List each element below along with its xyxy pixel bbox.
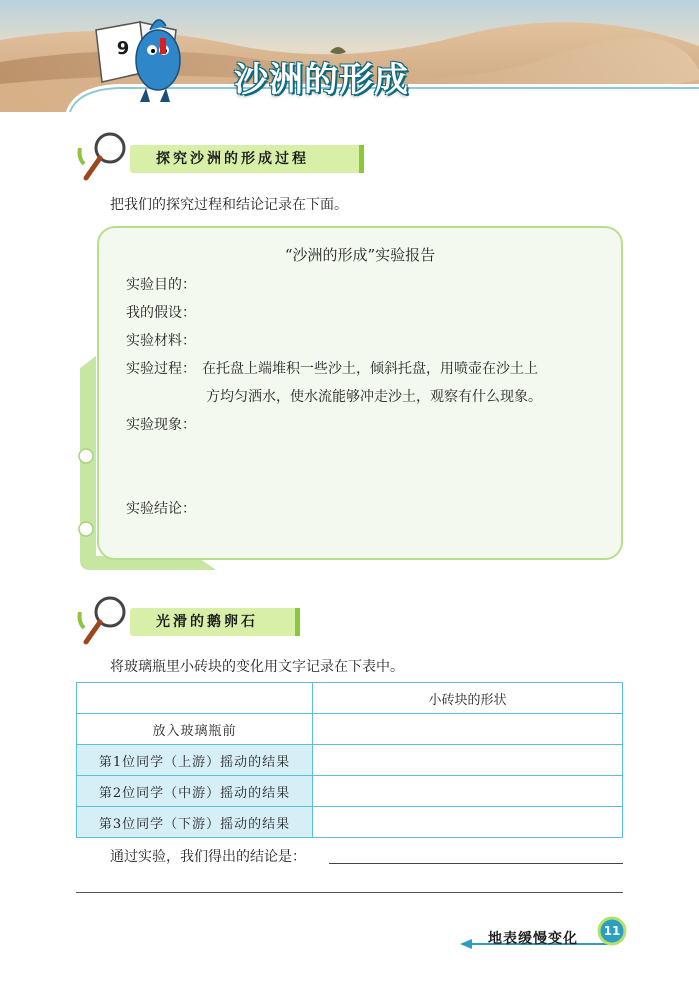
- table-header-empty: [77, 683, 313, 714]
- report-phenomenon-label: 实验现象：: [126, 417, 196, 433]
- report-conclusion-label: 实验结论：: [126, 501, 196, 517]
- table-row-value[interactable]: [313, 776, 623, 807]
- report-purpose-label: 实验目的：: [126, 277, 196, 293]
- table-row-label: 放入玻璃瓶前: [77, 714, 313, 745]
- conclusion-answer-line[interactable]: [329, 863, 623, 864]
- report-process-label: 实验过程：: [126, 361, 196, 377]
- page-title: 沙洲的形成: [234, 60, 409, 100]
- report-hypothesis-label: 我的假设：: [126, 305, 196, 321]
- table-header-row: [77, 683, 623, 714]
- section-heading-pebble: 光滑的鹅卵石: [156, 614, 258, 630]
- table-row: [77, 745, 623, 776]
- table-row-label: 第1位同学（上游）摇动的结果: [77, 745, 313, 776]
- table-header-shape: 小砖块的形状: [313, 683, 623, 714]
- footer-unit-title: 地表缓慢变化: [488, 931, 578, 947]
- section-heading-explore: 探究沙洲的形成过程: [156, 151, 309, 167]
- table-row-value[interactable]: [313, 807, 623, 838]
- magnifier-icon: [76, 592, 136, 646]
- table-row-label: 第3位同学（下游）摇动的结果: [77, 807, 313, 838]
- report-process-line1: 在托盘上端堆积一些沙土，倾斜托盘，用喷壶在沙土上: [202, 361, 538, 377]
- table-row: [77, 807, 623, 838]
- brick-shape-table: [76, 682, 623, 838]
- page-divider: [76, 892, 623, 893]
- conclusion-prompt: 通过实验，我们得出的结论是：: [110, 849, 306, 865]
- table-row: [77, 776, 623, 807]
- chapter-number: 9: [116, 38, 130, 59]
- magnifier-icon: [76, 128, 136, 182]
- table-row: [77, 714, 623, 745]
- page-number: 11: [603, 924, 621, 938]
- section1-intro: 把我们的探究过程和结论记录在下面。: [110, 197, 348, 213]
- table-row-label: 第2位同学（中游）摇动的结果: [77, 776, 313, 807]
- report-process-line2: 方均匀洒水，使水流能够冲走沙土，观察有什么现象。: [206, 389, 542, 405]
- table-row-value[interactable]: [313, 745, 623, 776]
- section2-intro: 将玻璃瓶里小砖块的变化用文字记录在下表中。: [110, 659, 404, 675]
- report-title: “沙洲的形成”实验报告: [284, 246, 436, 264]
- table-row-value[interactable]: [313, 714, 623, 745]
- report-materials-label: 实验材料：: [126, 333, 196, 349]
